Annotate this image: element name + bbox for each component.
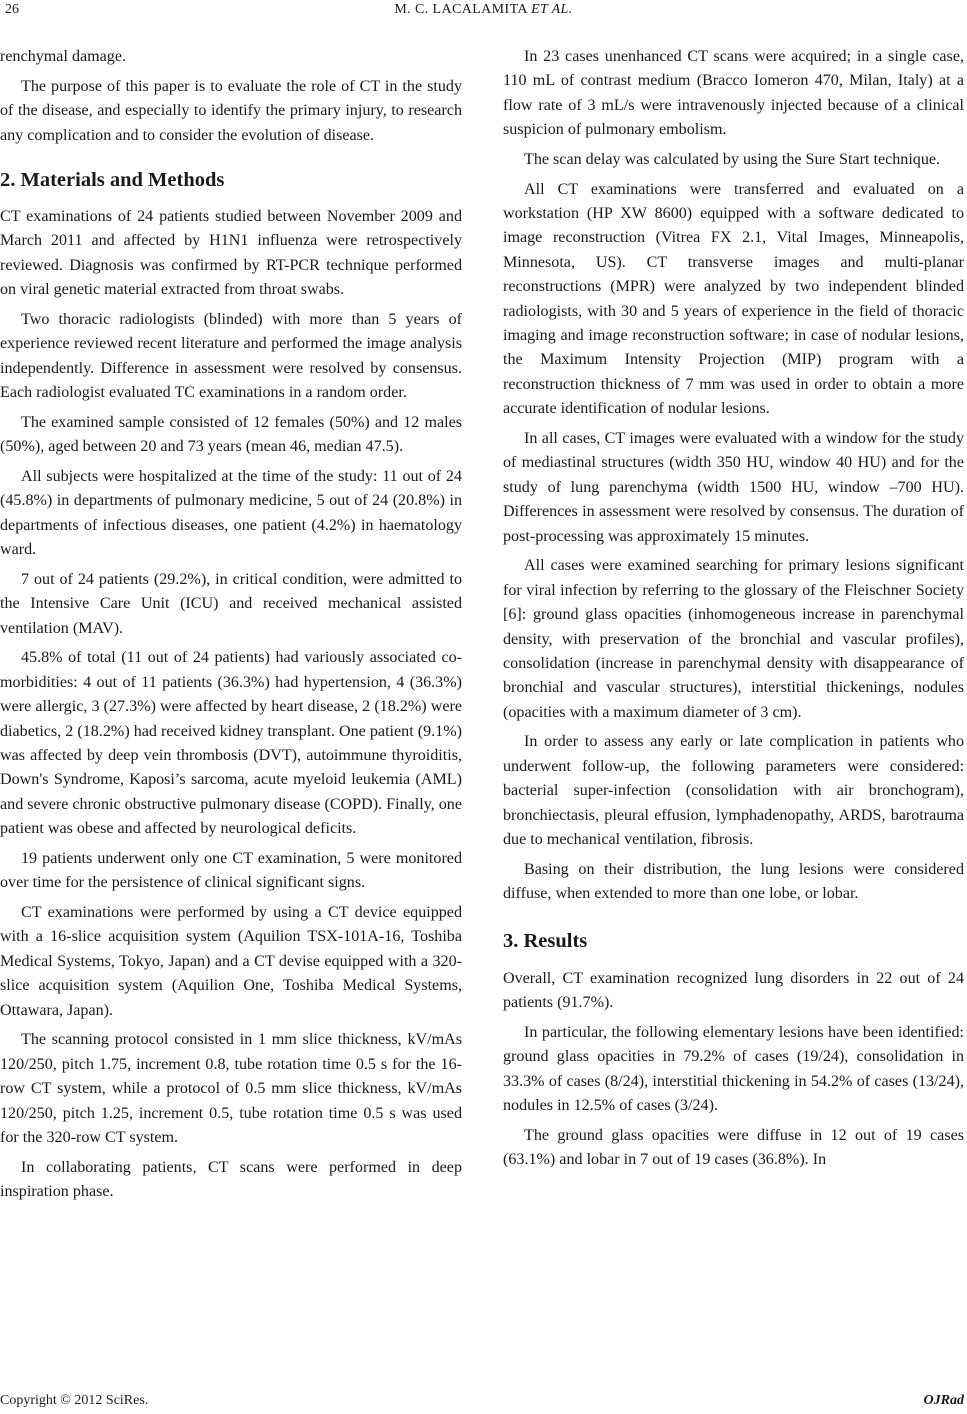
paragraph: The purpose of this paper is to evaluate the role of CT in the study of the disease, and especially to identify the primary injury, to research any complication and to consider the evolution of disease. (0, 77, 462, 144)
paragraph: In order to assess any early or late complication in patients who underwent follow-up, the following parameters were considered: bacterial super-infection (consolidation with air bronchogram), bronchiectasis, pleural effusion, lymphadenopathy, ARDS, barotrauma due to mechanical ventilation, fibrosis. (503, 733, 964, 849)
paragraph: 45.8% of total (11 out of 24 patients) had variously associated co-morbidities: 4 out of 11 patients (36.3%) had hypertension, 4 (36.3%) were allergic, 3 (27.3%) were affected by heart disease, 2 (18.2%) were diabetics, 2 (18.2%) had received kidney transplant. One patient (9.1%) was affected by deep vein thrombosis (DVT), autoimmune thyroiditis, Down's Syndrome, Kaposi’s sarcoma, acute myeloid leukemia (AML) and severe chronic obstructive pulmonary disease (COPD). Finally, one patient was obese and affected by neurological deficits. (0, 649, 462, 838)
footer-copyright: Copyright © 2012 SciRes. (0, 1393, 149, 1408)
right-column (503, 45, 964, 1178)
paragraph: 19 patients underwent only one CT examination, 5 were monitored over time for the persistence of clinical significant signs. (0, 849, 462, 892)
paragraph: The scanning protocol consisted in 1 mm slice thickness, kV/mAs 120/250, pitch 1.75, increment 0.8, tube rotation time 0.5 s for the 16-row CT system, while a protocol of 0.5 mm slice thickness, kV/mAs 120/250, pitch 1.25, increment 0.5, tube rotation time 0.5 s was used for the 320-row CT system. (0, 1031, 462, 1146)
paragraph: All cases were examined searching for primary lesions significant for viral infection by referring to the glossary of the Fleischner Society [6]: ground glass opacities (inhomogeneous increase in parenchymal density, with preservation of the bronchial and vascular profiles), consolidation (increase in parenchymal density with disappearance of bronchial and vascular structures), interstitial thickenings, nodules (opacities with a maximum diameter of 3 cm). (503, 557, 964, 721)
running-header-authors: M. C. LACALAMITA (394, 2, 528, 17)
paragraph: Basing on their distribution, the lung lesions were considered diffuse, when extended to more than one lobe, or lobar. (503, 860, 964, 903)
paragraph: Two thoracic radiologists (blinded) with more than 5 years of experience reviewed recent literature and performed the image analysis independently. Difference in assessment were resolved by consensus. Each radiologist evaluated TC examinations in a random order. (0, 310, 462, 402)
paragraph: 7 out of 24 patients (29.2%), in critical condition, were admitted to the Intensive Care Unit (ICU) and received mechanical assisted ventilation (MAV). (0, 570, 462, 637)
paragraph: CT examinations were performed by using a CT device equipped with a 16-slice acquisition system (Aquilion TSX-101A-16, Toshiba Medical Systems, Tokyo, Japan) and a CT devise equipped with a 320-slice acquisition system (Aquilion One, Toshiba Medical Systems, Ottawara, Japan). (0, 903, 462, 1019)
paragraph: In all cases, CT images were evaluated with a window for the study of mediastinal structures (width 350 HU, window 40 HU) and for the study of lung parenchyma (width 1500 HU, window –700 HU). Differences in assessment were resolved by consensus. The duration of post-processing was approximately 15 minutes. (503, 429, 964, 545)
paragraph: In 23 cases unenhanced CT scans were acquired; in a single case, 110 mL of contrast medium (Bracco Iomeron 470, Milan, Italy) at a flow rate of 3 mL/s were intravenously injected because of a clinical suspicion of pulmonary embolism. (503, 48, 964, 139)
running-header-etal: ET AL. (531, 2, 573, 17)
paragraph: renchymal damage. (0, 48, 127, 65)
paragraph: The scan delay was calculated by using the Sure Start technique. (524, 150, 941, 168)
paragraph: All CT examinations were transferred and evaluated on a workstation (HP XW 8600) equipped with a software dedicated to image reconstruction (Vitrea FX 2.1, Vital Images, Minneapolis, Minnesota, US). CT transverse images and multi-planar reconstructions (MPR) were analyzed by two independent blinded radiologists, with 30 and 5 years of experience in the field of thoracic imaging and image reconstruction software; in case of nodular lesions, the Maximum Intensity Projection (MIP) program with a reconstruction thickness of 7 mm was used in order to obtain a more accurate identification of nodular lesions. (503, 180, 964, 418)
running-header (0, 2, 967, 18)
paragraph: The ground glass opacities were diffuse in 12 out of 19 cases (63.1%) and lobar in 7 out of 19 cases (36.8%). In (503, 1126, 964, 1169)
paragraph: All subjects were hospitalized at the time of the study: 11 out of 24 (45.8%) in departments of pulmonary medicine, 5 out of 24 (20.8%) in departments of infectious diseases, one patient (4.2%) in haematology ward. (0, 467, 462, 559)
paragraph: The examined sample consisted of 12 females (50%) and 12 males (50%), aged between 20 and 73 years (mean 46, median 47.5). (0, 413, 462, 456)
paragraph: In collaborating patients, CT scans were performed in deep inspiration phase. (0, 1158, 462, 1201)
footer-journal: OJRad (923, 1393, 964, 1408)
paragraph: Overall, CT examination recognized lung disorders in 22 out of 24 patients (91.7%). (503, 969, 964, 1011)
section-heading: 3. Results (503, 929, 588, 952)
paragraph: In particular, the following elementary lesions have been identified: ground glass opacities in 79.2% of cases (19/24), consolidation in 33.3% of cases (8/24), interstitial thickening in 54.2% of cases (13/24), nodules in 12.5% of cases (3/24). (503, 1023, 964, 1114)
paragraph: CT examinations of 24 patients studied between November 2009 and March 2011 and affected by H1N1 influenza were retrospectively reviewed. Diagnosis was confirmed by RT-PCR technique performed on viral genetic material extracted from throat swabs. (0, 207, 462, 299)
section-heading: 2. Materials and Methods (0, 168, 225, 191)
left-column (0, 45, 462, 1210)
page-number: 26 (5, 2, 19, 17)
